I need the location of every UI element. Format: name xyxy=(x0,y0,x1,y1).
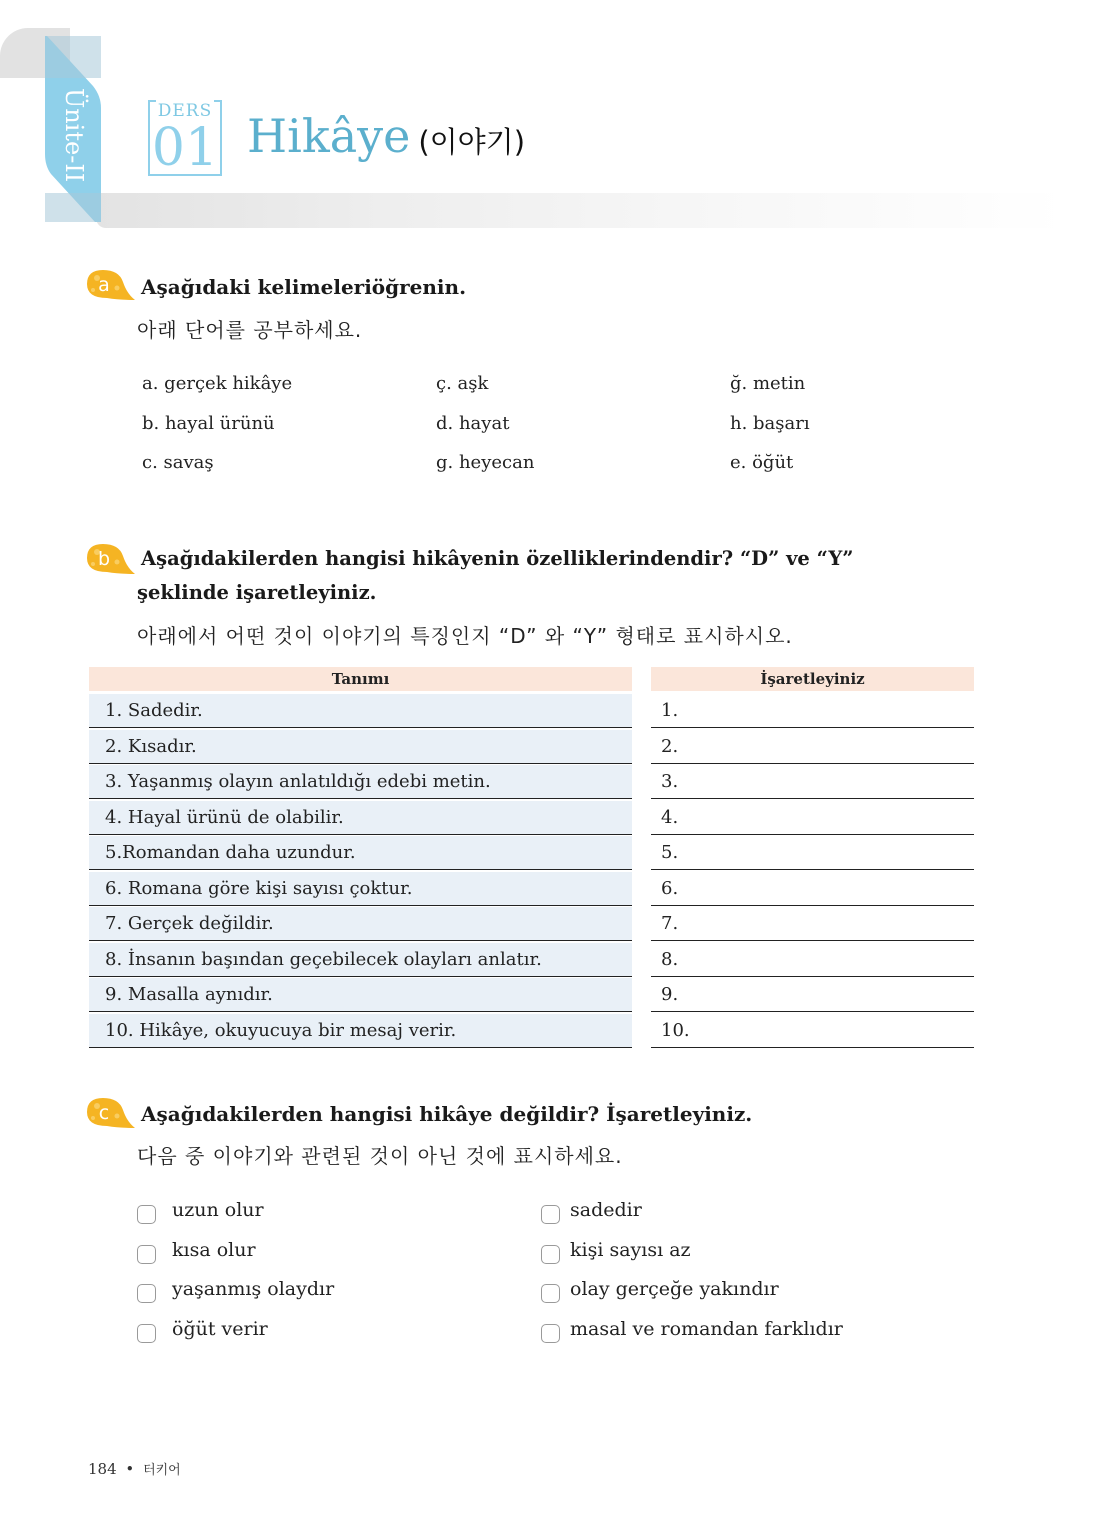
lesson-title xyxy=(247,108,525,170)
table-row-definition: 8. İnsanın başından geçebilecek olayları anlatır. xyxy=(89,943,632,977)
checkbox-label: kısa olur xyxy=(172,1239,256,1261)
section-b-subtitle: 아래에서 어떤 것이 이야기의 특징인지 “D” 와 “Y” 형태로 표시하시오. xyxy=(137,624,793,648)
checkbox[interactable] xyxy=(137,1245,156,1264)
checkbox-label: öğüt verir xyxy=(172,1318,268,1340)
table-row-mark[interactable]: 7. xyxy=(651,907,974,941)
vocab-item: b. hayal ürünü xyxy=(142,413,275,434)
table-row-mark[interactable]: 4. xyxy=(651,801,974,835)
lesson-title-text: Hikâye xyxy=(247,109,411,163)
page-number: 184 xyxy=(88,1460,117,1478)
header-band-bottom xyxy=(96,193,1066,228)
footer-separator: • xyxy=(125,1460,135,1478)
checkbox-label: yaşanmış olaydır xyxy=(172,1278,335,1300)
table-row-definition: 10. Hikâye, okuyucuya bir mesaj verir. xyxy=(89,1014,632,1048)
table-row-definition: 5.Romandan daha uzundur. xyxy=(89,836,632,870)
table-row-definition: 1. Sadedir. xyxy=(89,694,632,728)
vocab-item: h. başarı xyxy=(730,413,810,434)
section-badge-c xyxy=(83,1094,135,1130)
checkbox[interactable] xyxy=(137,1284,156,1303)
checkbox-label: uzun olur xyxy=(172,1199,264,1221)
mark-table xyxy=(651,667,974,1048)
badge-letter-c: c xyxy=(98,1102,110,1124)
table-row-mark[interactable]: 6. xyxy=(651,872,974,906)
book-title: 터키어 xyxy=(143,1463,181,1478)
vocab-item: c. savaş xyxy=(142,452,214,473)
table-row-mark[interactable]: 9. xyxy=(651,978,974,1012)
lesson-label: DERS xyxy=(157,101,213,121)
checkbox[interactable] xyxy=(541,1205,560,1224)
table-row-mark[interactable]: 5. xyxy=(651,836,974,870)
checkbox-label: olay gerçeğe yakındır xyxy=(570,1278,779,1300)
vocab-item: e. öğüt xyxy=(730,452,794,473)
table-row-definition: 3. Yaşanmış olayın anlatıldığı edebi metin. xyxy=(89,765,632,799)
table-row-definition: 4. Hayal ürünü de olabilir. xyxy=(89,801,632,835)
lesson-number: 01 xyxy=(151,118,219,178)
section-b-title-line1: Aşağıdakilerden hangisi hikâyenin özelliklerindendir? “D” ve “Y” xyxy=(141,547,854,570)
table-row-mark[interactable]: 8. xyxy=(651,943,974,977)
section-b-title-line2: şeklinde işaretleyiniz. xyxy=(137,581,377,604)
table-row-definition: 6. Romana göre kişi sayısı çoktur. xyxy=(89,872,632,906)
vocab-item: ğ. metin xyxy=(730,373,806,394)
section-c-subtitle: 다음 중 이야기와 관련된 것이 아닌 것에 표시하세요. xyxy=(137,1144,623,1168)
section-badge-b xyxy=(83,540,135,576)
section-a-title: Aşağıdaki kelimeleriöğrenin. xyxy=(141,275,467,299)
checkbox-label: kişi sayısı az xyxy=(570,1239,691,1261)
table-header-mark: İşaretleyiniz xyxy=(651,667,974,691)
checkbox[interactable] xyxy=(137,1324,156,1343)
table-row-mark[interactable]: 3. xyxy=(651,765,974,799)
badge-letter-b: b xyxy=(97,548,111,570)
section-c-title: Aşağıdakilerden hangisi hikâye değildir? İşaretleyiniz. xyxy=(141,1102,753,1126)
table-header-definition: Tanımı xyxy=(89,667,632,691)
vocab-item: ç. aşk xyxy=(436,373,489,394)
checkbox[interactable] xyxy=(541,1284,560,1303)
table-row-definition: 2. Kısadır. xyxy=(89,730,632,764)
table-row-mark[interactable]: 2. xyxy=(651,730,974,764)
table-row-mark[interactable]: 10. xyxy=(651,1014,974,1048)
badge-letter-a: a xyxy=(98,274,110,296)
checkbox-label: masal ve romandan farklıdır xyxy=(570,1318,843,1340)
section-badge-a xyxy=(83,266,135,302)
table-row-mark[interactable]: 1. xyxy=(651,694,974,728)
table-row-definition: 7. Gerçek değildir. xyxy=(89,907,632,941)
lesson-title-korean: (이야기) xyxy=(418,125,526,159)
checkbox[interactable] xyxy=(541,1245,560,1264)
table-row-definition: 9. Masalla aynıdır. xyxy=(89,978,632,1012)
unit-label: Ünite-II xyxy=(60,87,88,183)
definition-table xyxy=(89,667,632,1048)
checkbox-label: sadedir xyxy=(570,1199,642,1221)
vocab-item: a. gerçek hikâye xyxy=(142,373,293,394)
vocab-item: g. heyecan xyxy=(436,452,535,473)
section-a-subtitle: 아래 단어를 공부하세요. xyxy=(137,318,363,342)
vocab-item: d. hayat xyxy=(436,413,510,434)
checkbox[interactable] xyxy=(137,1205,156,1224)
page-footer xyxy=(88,1459,181,1478)
checkbox[interactable] xyxy=(541,1324,560,1343)
